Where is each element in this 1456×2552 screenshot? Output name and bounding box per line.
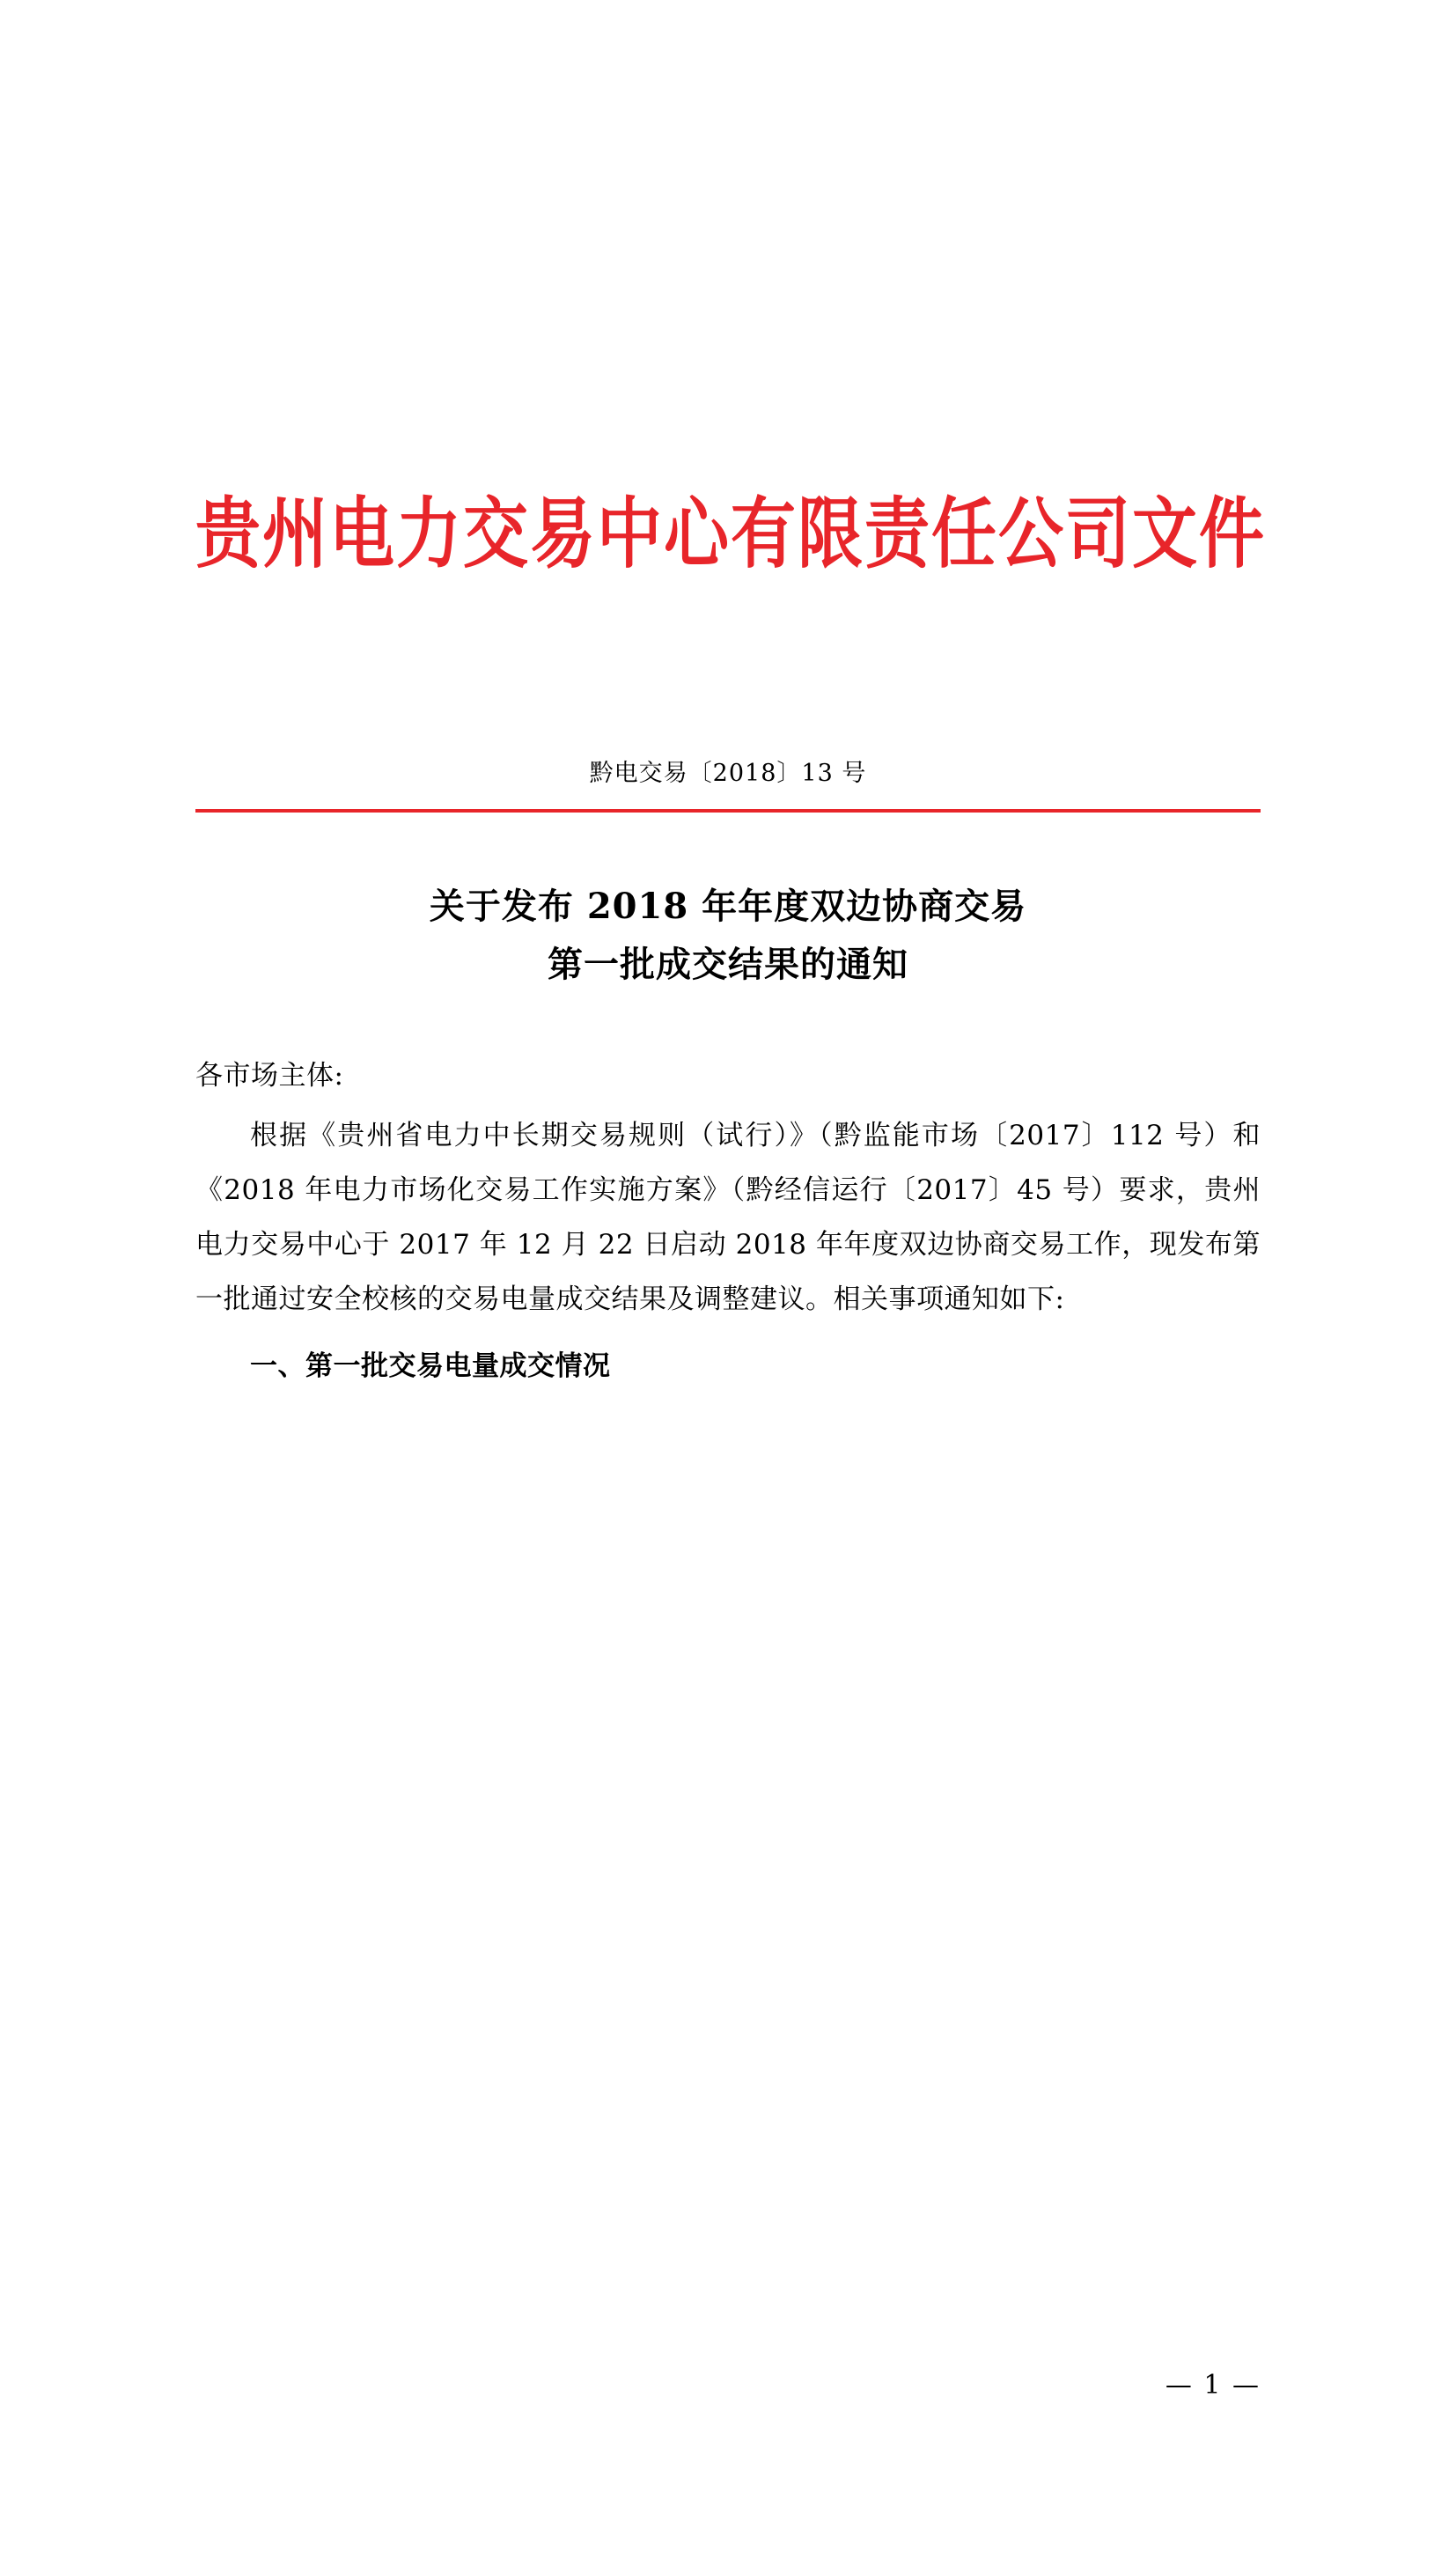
- red-divider-rule: [195, 809, 1261, 813]
- masthead: [195, 489, 1266, 579]
- document-page: [0, 489, 1456, 2552]
- page-title: [195, 878, 1261, 994]
- page-title-line-1: 关于发布 2018 年年度双边协商交易: [429, 886, 1027, 928]
- page-number: — 1 —: [1165, 2370, 1261, 2401]
- document-number: 黔电交易〔2018〕13 号: [589, 760, 867, 788]
- section-heading-1: 一、第一批交易电量成交情况: [250, 1350, 611, 1383]
- salutation: 各市场主体:: [195, 1060, 344, 1092]
- page-title-line-2: 第一批成交结果的通知: [548, 944, 908, 986]
- organization-title: 贵州电力交易中心有限责任公司文件: [195, 489, 1266, 579]
- document-number-row: [195, 754, 1261, 788]
- document-body: [195, 1048, 1261, 1394]
- body-paragraph-1: 根据《贵州省电力中长期交易规则（试行）》（黔监能市场〔2017〕112 号）和《2018 年电力市场化交易工作实施方案》（黔经信运行〔2017〕45 号）要求，贵州电力交易中心于 2017 年 12 月 22 日启动 2018 年年度双边协商交易工作，现发布第一批通过安全校核的交易电量成交结果及调整建议。相关事项通知如下:: [195, 1120, 1261, 1316]
